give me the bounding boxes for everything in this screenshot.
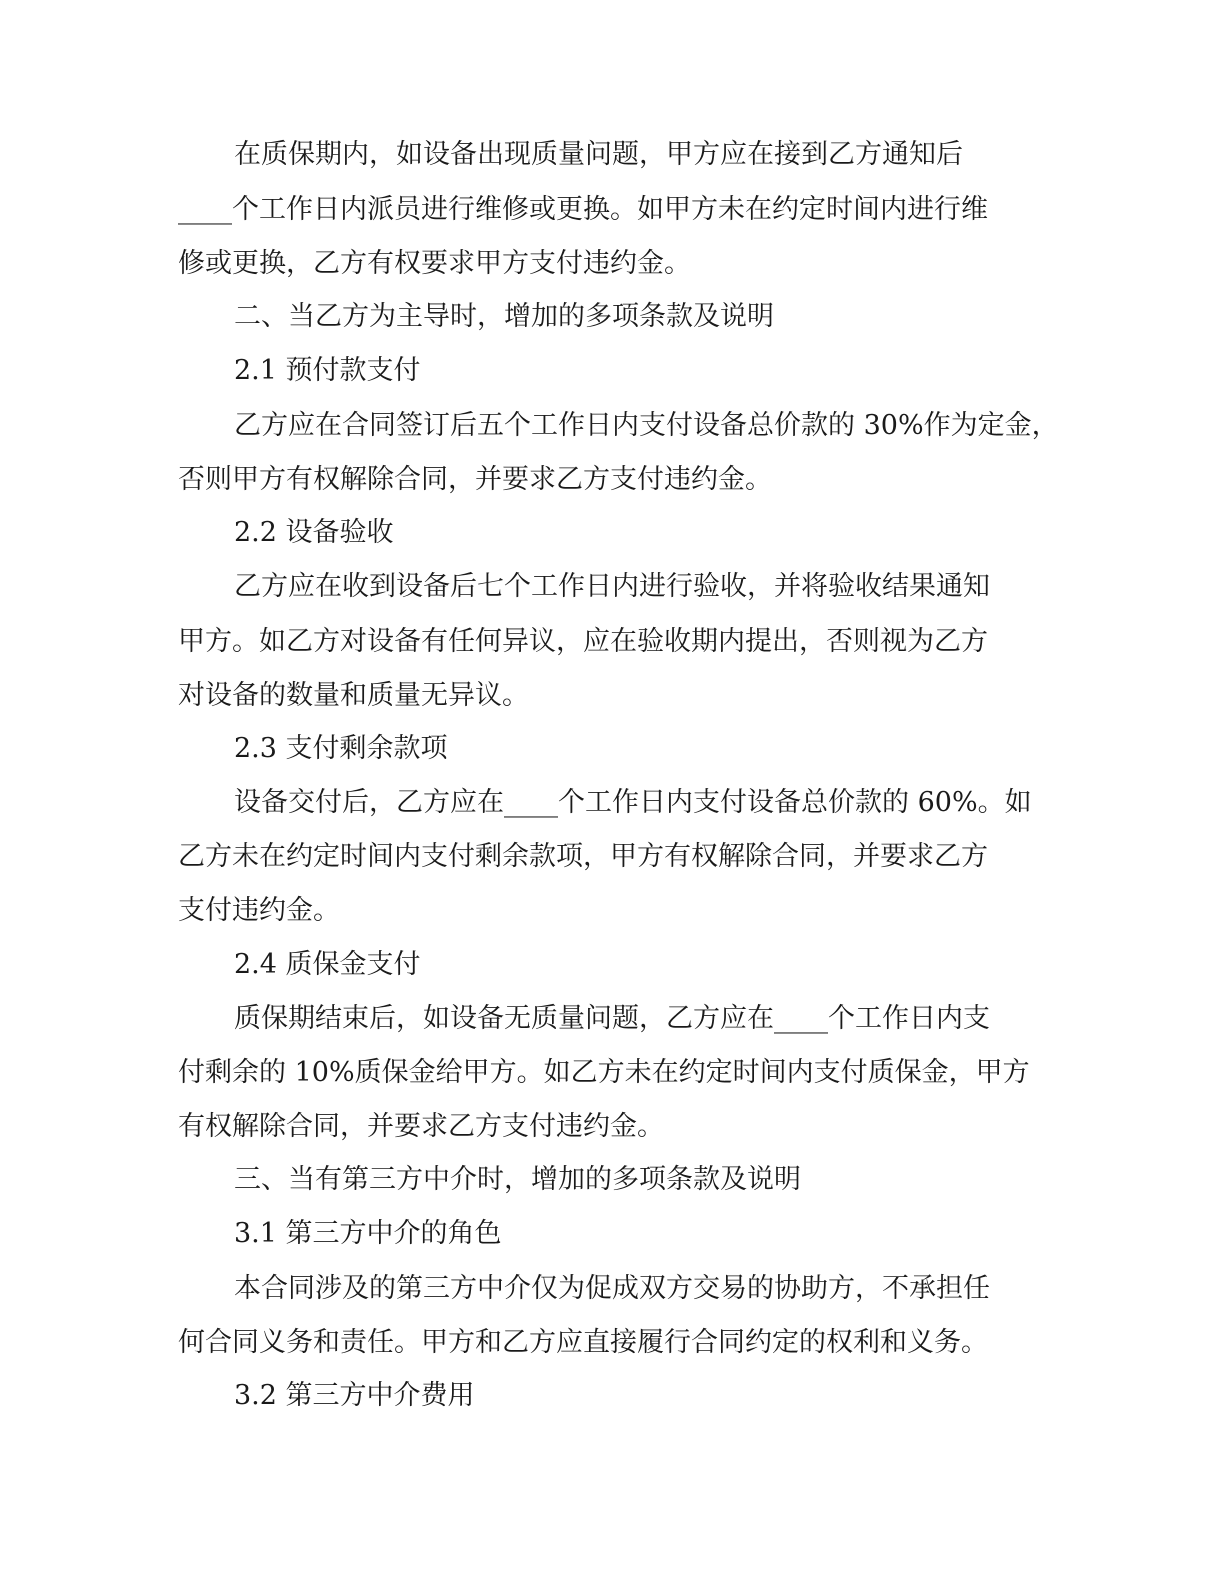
paragraph-balance-line: 乙方未在约定时间内支付剩余款项，甲方有权解除合同，并要求乙方 bbox=[178, 841, 988, 872]
clause-heading-2-3: 2.3 支付剩余款项 bbox=[234, 733, 448, 764]
paragraph-prepayment-line: 否则甲方有权解除合同，并要求乙方支付违约金。 bbox=[178, 464, 772, 495]
paragraph-warranty-line: ____个工作日内派员进行维修或更换。如甲方未在约定时间内进行维 bbox=[178, 194, 988, 225]
paragraph-balance-line: 支付违约金。 bbox=[178, 895, 340, 926]
paragraph-retention-line: 有权解除合同，并要求乙方支付违约金。 bbox=[178, 1111, 664, 1142]
paragraph-acceptance-line: 乙方应在收到设备后七个工作日内进行验收，并将验收结果通知 bbox=[234, 571, 990, 602]
paragraph-prepayment-line: 乙方应在合同签订后五个工作日内支付设备总价款的 30%作为定金， bbox=[234, 410, 1059, 441]
paragraph-retention-line: 质保期结束后，如设备无质量问题，乙方应在____个工作日内支 bbox=[234, 1003, 990, 1034]
clause-heading-2-4: 2.4 质保金支付 bbox=[234, 949, 421, 980]
clause-heading-3-1: 3.1 第三方中介的角色 bbox=[234, 1218, 502, 1249]
clause-heading-2-1: 2.1 预付款支付 bbox=[234, 355, 421, 386]
paragraph-warranty-line: 在质保期内，如设备出现质量问题，甲方应在接到乙方通知后 bbox=[234, 139, 963, 170]
paragraph-balance-line: 设备交付后，乙方应在____个工作日内支付设备总价款的 60%。如 bbox=[234, 787, 1032, 818]
paragraph-intermediary-line: 何合同义务和责任。甲方和乙方应直接履行合同约定的权利和义务。 bbox=[178, 1327, 988, 1358]
paragraph-warranty-line: 修或更换，乙方有权要求甲方支付违约金。 bbox=[178, 248, 691, 279]
section-heading-2: 二、当乙方为主导时，增加的多项条款及说明 bbox=[234, 301, 774, 332]
clause-heading-2-2: 2.2 设备验收 bbox=[234, 517, 394, 548]
paragraph-acceptance-line: 对设备的数量和质量无异议。 bbox=[178, 680, 529, 711]
paragraph-acceptance-line: 甲方。如乙方对设备有任何异议，应在验收期内提出，否则视为乙方 bbox=[178, 626, 988, 657]
section-heading-3: 三、当有第三方中介时，增加的多项条款及说明 bbox=[234, 1164, 801, 1195]
paragraph-retention-line: 付剩余的 10%质保金给甲方。如乙方未在约定时间内支付质保金，甲方 bbox=[178, 1057, 1030, 1088]
paragraph-intermediary-line: 本合同涉及的第三方中介仅为促成双方交易的协助方，不承担任 bbox=[234, 1273, 990, 1304]
clause-heading-3-2: 3.2 第三方中介费用 bbox=[234, 1380, 475, 1411]
